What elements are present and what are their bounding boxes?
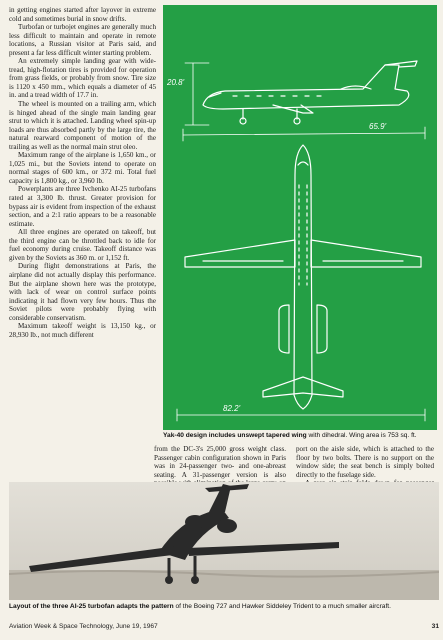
page-footer: [9, 623, 439, 633]
paragraph: All three engines are operated on takeoff, but the third engine can be throttled back to idle for fuel economy during cruise. Takeoff distance was given by the Soviets as 360 m. or 1,152 ft.: [9, 228, 156, 262]
caption-text: of the Boeing 727 and Hawker Siddeley Trident to a much smaller aircraft.: [173, 603, 391, 610]
aircraft-drawing-svg: [163, 5, 437, 430]
top-view: [185, 145, 421, 409]
paragraph: in getting engines started after layover in extreme cold and sometimes burial in snow drifts.: [9, 6, 156, 23]
paragraph: Maximum takeoff weight is 13,150 kg., or 28,930 lb., not much different: [9, 322, 156, 339]
height-dimension: [185, 63, 209, 125]
paragraph: Powerplants are three Ivchenko AI-25 turbofans rated at 3,300 lb. thrust. Greater provision for bypass air is evident from inspection of the exhaust section, and a 2:1 ratio appears to be a reasonable estimate.: [9, 185, 156, 228]
paragraph: During flight demonstrations at Paris, the airplane did not actually display this performance. But the airplane shown here was the prototype, with lack of wear on control surface points indicating it had flown very few hours. Thus the Soviet pilots were probably flying with considerable conservatism.: [9, 262, 156, 322]
paragraph: An extremely simple landing gear with wide-tread, high-flotation tires is provided for operation from grass fields, or probably from snow. Tire size is 1120 x 450 mm., which equals a diameter of 45 in. and a tread width of 17.7 in.: [9, 57, 156, 100]
paragraph: from the DC-3's 25,000 gross weight class. Passenger cabin configuration shown in Paris was in 24-passenger two- and one-abreast seating. A 31-passenger version is also: [154, 445, 286, 479]
paragraph: Maximum range of the airplane is 1,650 km., or 1,025 mi., but the Soviets intend to operate on normal stages of 600 km., or 372 mi. Total fuel capacity is 1,800 kg., or 3,960 lb.: [9, 151, 156, 185]
caption-lead: Layout of the three AI-25 turbofan adapts the pattern: [9, 603, 174, 610]
side-view: [203, 61, 417, 124]
dim-height-label: 20.8': [167, 78, 185, 87]
caption-text: with dihedral. Wing area is 753 sq. ft.: [306, 432, 417, 439]
caption-lead: Yak-40 design includes unswept tapered wing: [163, 432, 307, 439]
dim-span-label: 65.9': [369, 122, 387, 131]
paragraph: port on the aisle side, which is attached to the floor by two bolts. There is no support on the window side; the seat bench is simply bolted directly to the fuselage side.: [296, 445, 434, 479]
body-column-left: [9, 6, 156, 339]
paragraph: The wheel is mounted on a trailing arm, which is hinged ahead of the single main landing gear strut to which it is attached. Landing wheel spin-up loads are thus absorbed partly by the large tire, the natural rearward component of motion of the trailing as well as the normal main strut oleo.: [9, 100, 156, 151]
aircraft-photo: [9, 482, 439, 600]
length-dimension: [177, 409, 425, 421]
photo-caption: [9, 603, 439, 611]
page-number: 31: [431, 623, 439, 630]
aircraft-photo-svg: [9, 482, 439, 600]
publication-line: Aviation Week & Space Technology, June 19, 1967: [9, 623, 158, 630]
dim-length-label: 82.2': [223, 404, 241, 413]
drawing-caption: [163, 432, 438, 440]
three-view-drawing: [163, 5, 437, 430]
paragraph: Turbofan or turbojet engines are generally much less difficult to maintain and operate in remote locations, a Russian visitor at Paris said, and present a far less difficult winter starting problem.: [9, 23, 156, 57]
span-dimension: [183, 127, 425, 141]
